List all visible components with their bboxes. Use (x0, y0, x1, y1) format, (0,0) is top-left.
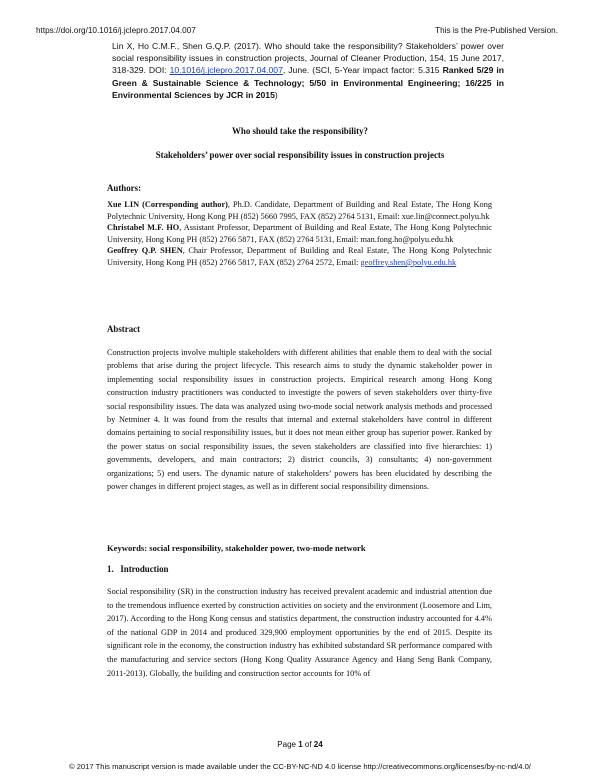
author-details: , Chair Professor, Department of Building and Real Estate, The Hong Kong Polytechnic University, Hong Kong PH (852) 2766 5817, FAX (852) 2764 2572, Email: (107, 246, 492, 267)
keywords: Keywords: social responsibility, stakeholder power, two-mode network (107, 543, 366, 553)
paper-subtitle: Stakeholders’ power over social responsibility issues in construction projects (155, 150, 445, 160)
page-number (0, 740, 600, 749)
author-entry (107, 245, 492, 268)
version-header: This is the Pre-Published Version. (435, 26, 558, 35)
introduction-text: Social responsibility (SR) in the construction industry has received prevalent academic and industrial attention due to the tremendous influence exerted by construction activities on society and the environment (Loosemore and Lim, 2017). According to the Hong Kong census and statistics department, the construction industry accounted for 4.4% of the national GDP in 2014 and produced 329,900 employment opportunities by the end of 2015. Despite its significant role in the economy, the construction industry has exhibited substandard SR performance compared with the manufacturing and service sectors (Hong Kong Quality Assurance Agency and Hang Seng Bank Company, 2011-2013). Globally, the building and construction sector accounts for 10% of (107, 587, 492, 678)
author-details: , Assistant Professor, Department of Building and Real Estate, The Hong Kong Polytechnic University, Hong Kong PH (852) 2766 5871, FAX (852) 2764 5131, Email: man.fong.ho@polyu.edu.hk (107, 223, 492, 244)
citation-block (112, 40, 504, 101)
author-name: Xue LIN (Corresponding author) (107, 200, 228, 209)
page-of: of (302, 740, 314, 749)
email-link[interactable]: geoffrey.shen@polyu.edu.hk (360, 257, 457, 267)
license-footer: © 2017 This manuscript version is made available under the CC-BY-NC-ND 4.0 license http://creativecommons.org/licenses/by-nc-nd/4.0/ (69, 762, 531, 771)
page-total: 24 (313, 740, 323, 749)
authors-list (107, 199, 492, 269)
author-details: , Ph.D. Candidate, Department of Building and Real Estate, The Hong Kong Polytechnic University, Hong Kong PH (852) 5660 7995, FAX (852) 2764 5131, Email: xue.lin@connect.polyu.hk (107, 200, 492, 221)
author-entry (107, 199, 492, 222)
page-label: Page (277, 740, 299, 749)
citation-text-3: ) (274, 89, 278, 100)
author-name: Christabel M.F. HO (107, 223, 180, 233)
paper-title: Who should take the responsibility? (232, 126, 368, 136)
page-current: 1 (298, 740, 303, 749)
abstract-text: Construction projects involve multiple stakeholders with different abilities that enable them to deal with the social problems that arise during the project lifecycle. This research aims to study the dynamic stakeholder power in implementing social responsibility issues in construction projects. Empirical research among Hong Kong construction industry practitioners was conducted to investigte the powers of seven stakeholders over thirty-five social responsibility issues. The data was analyzed using two-mode social network analysis methods and processed by Netminer 4. It was found from the results that internal and external stakeholders have control in different domains pertaining to social responsibility issues, but it does not mean either group has superior power. Ranked by the power status on social responsibility issues, the seven stakeholders are classified into five hierarchies: 1) governments, developers, and main contractors; 2) district councils, 3) consultants; 4) non-government organizations; 5) end users. The dynamic nature of stakeholders’ powers has been elucidated by describing the power changes in different project stages, as well as in different social responsibility dimensions. (107, 348, 492, 492)
citation-text: Lin X, Ho C.M.F., Shen G.Q.P. (2017). Who should take the responsibility? Stakeholders’ power over social responsibility issues in construction projects, Journal of Cleaner Production, 154, 15 June 2017, 318-329. DOI: (112, 41, 504, 76)
author-entry (107, 222, 492, 245)
doi-link[interactable]: 10.1016/j.jclepro.2017.04.007 (169, 65, 283, 76)
author-name: Geoffrey Q.P. SHEN (107, 246, 183, 256)
citation-ranking: Ranked 5/29 in Green & Sustainable Science & Technology; 5/50 in Environmental Engineering; 16/225 in Environmental Sciences by JCR in 2015 (112, 65, 504, 100)
citation-text-2: , June. (SCI, 5-Year impact factor: 5.315 (282, 65, 443, 76)
doi-header[interactable]: https://doi.org/10.1016/j.jclepro.2017.04.007 (36, 26, 196, 35)
abstract-heading: Abstract (107, 324, 141, 334)
authors-heading: Authors: (107, 183, 142, 193)
introduction-heading: 1. Introduction (107, 564, 169, 574)
